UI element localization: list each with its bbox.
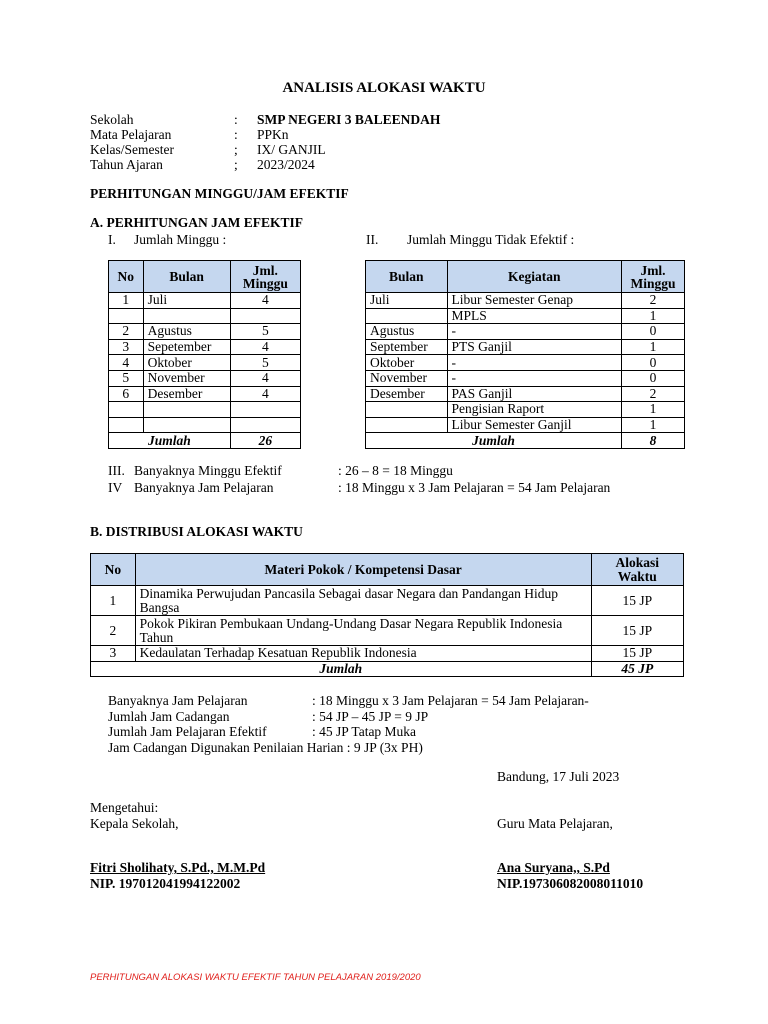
cell-month bbox=[143, 417, 230, 433]
cell-count: 4 bbox=[230, 386, 300, 402]
summary-label-lesson-hours: Banyaknya Jam Pelajaran bbox=[108, 693, 248, 708]
info-value-subject: PPKn bbox=[257, 127, 289, 142]
info-label-year: Tahun Ajaran bbox=[90, 157, 163, 172]
cell-activity: MPLS bbox=[447, 308, 621, 324]
sub-i-label: Jumlah Minggu : bbox=[134, 232, 227, 247]
info-value-class: IX/ GANJIL bbox=[257, 142, 326, 157]
cell-month: November bbox=[366, 370, 448, 386]
page-footer: PERHITUNGAN ALOKASI WAKTU EFEKTIF TAHUN PELAJARAN 2019/2020 bbox=[90, 972, 421, 983]
table-row bbox=[109, 417, 301, 433]
cell-no bbox=[109, 417, 144, 433]
cell-month: Agustus bbox=[143, 324, 230, 340]
info-value-school: SMP NEGERI 3 BALEENDAH bbox=[257, 112, 441, 127]
info-sep: ; bbox=[234, 157, 238, 172]
cell-count: 0 bbox=[622, 370, 685, 386]
weeks-header-count: Jml. Minggu bbox=[230, 261, 300, 293]
table-row bbox=[366, 339, 685, 355]
info-value-year: 2023/2024 bbox=[257, 157, 315, 172]
info-sep: : bbox=[234, 127, 238, 142]
cell-no: 5 bbox=[109, 370, 144, 386]
total-label: Jumlah bbox=[109, 433, 231, 449]
table-row bbox=[109, 386, 301, 402]
cell-activity: PAS Ganjil bbox=[447, 386, 621, 402]
weeks-table-body bbox=[109, 293, 301, 449]
cell-no bbox=[109, 402, 144, 418]
table-row bbox=[109, 402, 301, 418]
cell-month bbox=[143, 308, 230, 324]
cell-no: 1 bbox=[91, 586, 136, 616]
info-label-class: Kelas/Semester bbox=[90, 142, 174, 157]
summary-value-lesson-hours: : 18 Minggu x 3 Jam Pelajaran = 54 Jam Pelajaran- bbox=[312, 693, 589, 708]
cell-no bbox=[109, 308, 144, 324]
cell-count: 2 bbox=[622, 386, 685, 402]
info-sep: : bbox=[234, 112, 238, 127]
cell-month: Sepetember bbox=[143, 339, 230, 355]
summary-label-reserve-hours: Jumlah Jam Cadangan bbox=[108, 709, 230, 724]
teacher-role: Guru Mata Pelajaran, bbox=[497, 816, 613, 831]
table-row bbox=[366, 355, 685, 371]
table-row bbox=[366, 417, 685, 433]
table-row bbox=[91, 586, 684, 616]
cell-count: 1 bbox=[622, 339, 685, 355]
cell-count: 2 bbox=[622, 293, 685, 309]
weeks-header-no: No bbox=[109, 261, 144, 293]
cell-month: Agustus bbox=[366, 324, 448, 340]
calc-number-iv: IV bbox=[108, 480, 123, 495]
acknowledged-label: Mengetahui: bbox=[90, 800, 159, 815]
dist-header-material: Materi Pokok / Kompetensi Dasar bbox=[135, 554, 591, 586]
table-row bbox=[109, 293, 301, 309]
table-row bbox=[109, 308, 301, 324]
info-label-school: Sekolah bbox=[90, 112, 134, 127]
cell-no: 2 bbox=[91, 616, 136, 646]
summary-label-effective-hours: Jumlah Jam Pelajaran Efektif bbox=[108, 724, 267, 739]
calc-value-lesson-hours: : 18 Minggu x 3 Jam Pelajaran = 54 Jam Pelajaran bbox=[338, 480, 611, 495]
table-total-row bbox=[109, 433, 301, 449]
section-a-heading: A. PERHITUNGAN JAM EFEKTIF bbox=[90, 215, 304, 230]
cell-allocation: 15 JP bbox=[591, 616, 683, 646]
calc-label-lesson-hours: Banyaknya Jam Pelajaran bbox=[134, 480, 274, 495]
cell-count bbox=[230, 402, 300, 418]
cell-count: 4 bbox=[230, 370, 300, 386]
cell-count: 1 bbox=[622, 308, 685, 324]
weeks-table bbox=[108, 260, 301, 449]
cell-activity: PTS Ganjil bbox=[447, 339, 621, 355]
teacher-nip: NIP.197306082008011010 bbox=[497, 876, 644, 891]
cell-no: 1 bbox=[109, 293, 144, 309]
table-row bbox=[109, 370, 301, 386]
sub-ii-label: Jumlah Minggu Tidak Efektif : bbox=[407, 232, 575, 247]
page-title: ANALISIS ALOKASI WAKTU bbox=[282, 80, 486, 96]
cell-count: 1 bbox=[622, 402, 685, 418]
nonweeks-header-count: Jml. Minggu bbox=[622, 261, 685, 293]
cell-month bbox=[366, 417, 448, 433]
cell-month bbox=[366, 308, 448, 324]
cell-no: 2 bbox=[109, 324, 144, 340]
cell-activity: Pengisian Raport bbox=[447, 402, 621, 418]
cell-month: Juli bbox=[366, 293, 448, 309]
principal-name: Fitri Sholihaty, S.Pd., M.M.Pd bbox=[90, 860, 266, 875]
table-row bbox=[366, 402, 685, 418]
principal-nip: NIP. 197012041994122002 bbox=[90, 876, 241, 891]
summary-value-reserve-hours: : 54 JP – 45 JP = 9 JP bbox=[312, 709, 429, 724]
calc-value-effective-weeks: : 26 – 8 = 18 Minggu bbox=[338, 463, 453, 478]
cell-count: 1 bbox=[622, 417, 685, 433]
table-row bbox=[366, 308, 685, 324]
dist-header-allocation: Alokasi Waktu bbox=[591, 554, 683, 586]
cell-no: 4 bbox=[109, 355, 144, 371]
total-value: 45 JP bbox=[591, 661, 683, 677]
teacher-name: Ana Suryana,, S.Pd bbox=[497, 860, 610, 875]
sub-ii-number: II. bbox=[366, 232, 379, 247]
cell-month: Desember bbox=[143, 386, 230, 402]
cell-no: 3 bbox=[91, 646, 136, 662]
cell-activity: - bbox=[447, 324, 621, 340]
cell-activity: - bbox=[447, 355, 621, 371]
dist-table-body bbox=[91, 586, 684, 677]
total-label: Jumlah bbox=[366, 433, 622, 449]
table-row bbox=[366, 386, 685, 402]
cell-month: Oktober bbox=[366, 355, 448, 371]
calc-label-effective-weeks: Banyaknya Minggu Efektif bbox=[134, 463, 282, 478]
cell-month: Desember bbox=[366, 386, 448, 402]
weeks-header-month: Bulan bbox=[143, 261, 230, 293]
table-row bbox=[366, 370, 685, 386]
cell-month bbox=[143, 402, 230, 418]
sub-i-number: I. bbox=[108, 232, 116, 247]
table-row bbox=[109, 324, 301, 340]
table-row bbox=[91, 616, 684, 646]
cell-count bbox=[230, 417, 300, 433]
cell-month: Juli bbox=[143, 293, 230, 309]
calc-number-iii: III. bbox=[108, 463, 125, 478]
cell-count: 5 bbox=[230, 324, 300, 340]
cell-material: Kedaulatan Terhadap Kesatuan Republik Indonesia bbox=[135, 646, 591, 662]
principal-role: Kepala Sekolah, bbox=[90, 816, 179, 831]
table-total-row bbox=[366, 433, 685, 449]
cell-activity: - bbox=[447, 370, 621, 386]
cell-material: Pokok Pikiran Pembukaan Undang-Undang Dasar Negara Republik Indonesia Tahun bbox=[135, 616, 591, 646]
distribution-table bbox=[90, 553, 684, 677]
place-date: Bandung, 17 Juli 2023 bbox=[497, 769, 620, 784]
table-row bbox=[109, 339, 301, 355]
cell-no: 3 bbox=[109, 339, 144, 355]
summary-value-effective-hours: : 45 JP Tatap Muka bbox=[312, 724, 417, 739]
total-value: 26 bbox=[230, 433, 300, 449]
cell-count: 5 bbox=[230, 355, 300, 371]
summary-note: Jam Cadangan Digunakan Penilaian Harian : 9 JP (3x PH) bbox=[108, 740, 423, 755]
info-sep: ; bbox=[234, 142, 238, 157]
cell-count: 4 bbox=[230, 339, 300, 355]
cell-count: 4 bbox=[230, 293, 300, 309]
cell-material: Dinamika Perwujudan Pancasila Sebagai dasar Negara dan Pandangan Hidup Bangsa bbox=[135, 586, 591, 616]
section-b-heading: B. DISTRIBUSI ALOKASI WAKTU bbox=[90, 524, 303, 539]
table-row bbox=[91, 646, 684, 662]
table-row bbox=[366, 324, 685, 340]
cell-count bbox=[230, 308, 300, 324]
cell-count: 0 bbox=[622, 324, 685, 340]
cell-month: November bbox=[143, 370, 230, 386]
dist-header-no: No bbox=[91, 554, 136, 586]
cell-month: Oktober bbox=[143, 355, 230, 371]
table-total-row bbox=[91, 661, 684, 677]
section-heading: PERHITUNGAN MINGGU/JAM EFEKTIF bbox=[90, 186, 349, 201]
non-effective-weeks-table bbox=[365, 260, 685, 449]
cell-activity: Libur Semester Genap bbox=[447, 293, 621, 309]
nonweeks-table-body bbox=[366, 293, 685, 449]
total-value: 8 bbox=[622, 433, 685, 449]
cell-no: 6 bbox=[109, 386, 144, 402]
cell-allocation: 15 JP bbox=[591, 646, 683, 662]
info-label-subject: Mata Pelajaran bbox=[90, 127, 172, 142]
total-label: Jumlah bbox=[91, 661, 592, 677]
nonweeks-header-month: Bulan bbox=[366, 261, 448, 293]
cell-activity: Libur Semester Ganjil bbox=[447, 417, 621, 433]
nonweeks-header-activity: Kegiatan bbox=[447, 261, 621, 293]
table-row bbox=[109, 355, 301, 371]
cell-count: 0 bbox=[622, 355, 685, 371]
cell-month: September bbox=[366, 339, 448, 355]
cell-month bbox=[366, 402, 448, 418]
cell-allocation: 15 JP bbox=[591, 586, 683, 616]
table-row bbox=[366, 293, 685, 309]
